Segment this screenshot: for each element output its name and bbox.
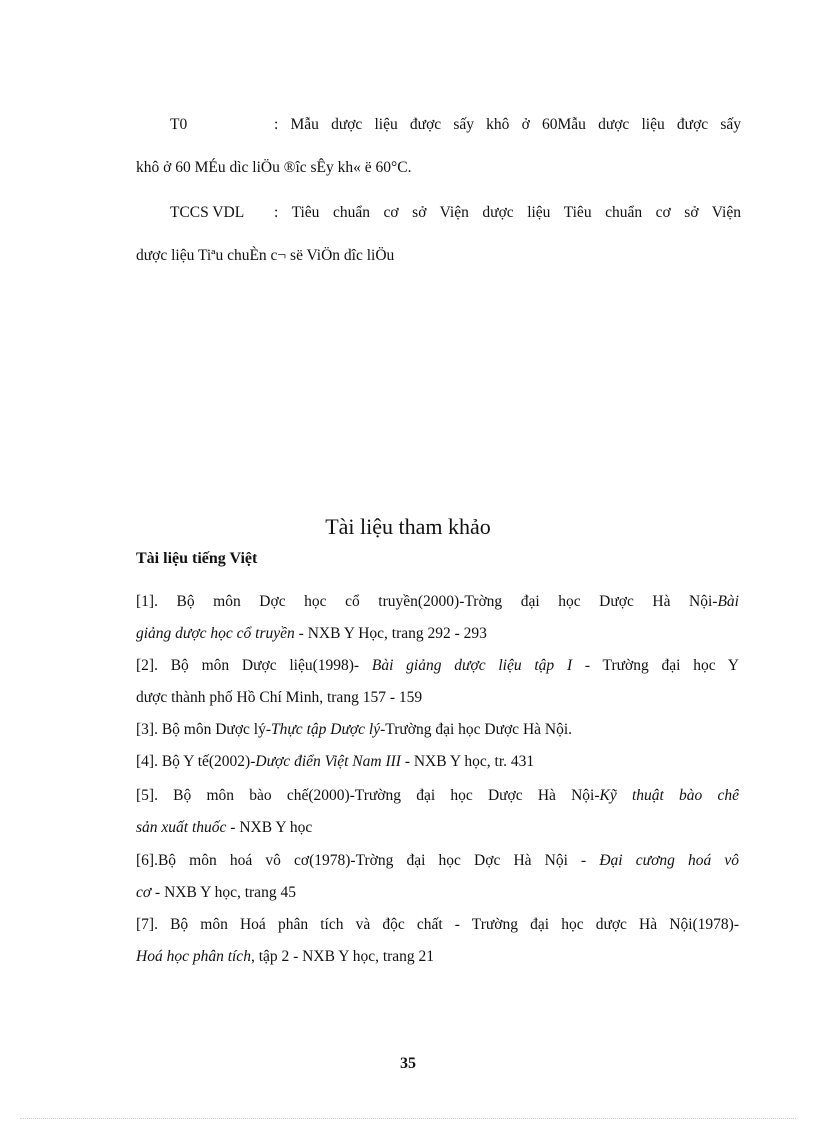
reference-title-text: cơ	[136, 884, 152, 901]
reference-text: [2]. Bộ môn Dược liệu(1998)-	[136, 657, 372, 674]
reference-title-text: sản xuất thuốc	[136, 819, 227, 836]
reference-line	[136, 941, 739, 973]
reference-line	[136, 650, 739, 682]
abbreviation-definition-line1: : Mẫu dược liệu được sấy khô ở 60Mẫu dược liệu được sấy	[274, 116, 741, 133]
reference-text: - NXB Y Học, trang 292 - 293	[294, 625, 487, 642]
reference-item	[136, 845, 739, 909]
reference-text: [3]. Bộ môn Dược lý-	[136, 721, 271, 738]
reference-title-text: giảng dược học cổ truyền	[136, 625, 295, 642]
reference-text: - NXB Y học, trang 45	[151, 884, 296, 901]
reference-text: , tập 2 - NXB Y học, trang 21	[250, 948, 435, 965]
reference-line	[136, 586, 739, 618]
reference-text: -Trường đại học Dược Hà Nội.	[380, 721, 573, 738]
section-heading: Tài liệu tiếng Việt	[136, 550, 258, 567]
reference-line	[136, 812, 739, 844]
reference-item	[136, 714, 739, 746]
reference-item	[136, 909, 739, 973]
reference-item	[136, 586, 739, 650]
reference-text: [1]. Bộ môn Dợc học cổ truyền(2000)-Trờng đại học Dược Hà Nội-	[136, 593, 718, 610]
page-number: 35	[400, 1055, 416, 1072]
reference-line	[136, 877, 739, 909]
abbreviation-definition-line2: khô ở 60 MÉu dìc liÖu ®îc sÊy kh« ë 60°C.	[136, 159, 412, 176]
reference-title-text: Hoá học phân tích	[136, 948, 251, 965]
reference-text: - NXB Y học, tr. 431	[400, 753, 535, 770]
abbreviation-term: TCCS VDL	[170, 204, 245, 221]
reference-title-text: Đại cương hoá vô	[599, 852, 739, 869]
reference-title-text: Bài	[717, 593, 739, 610]
reference-title-text: Kỹ thuật bào chế	[599, 787, 739, 804]
page-border	[20, 1118, 796, 1119]
reference-title-text: Bài giảng dược liệu tập I	[371, 657, 573, 674]
reference-title-text: Thực tập Dược lý	[270, 721, 381, 738]
reference-item	[136, 746, 739, 778]
reference-line	[136, 714, 739, 746]
reference-item	[136, 650, 739, 714]
reference-text: [5]. Bộ môn bào chế(2000)-Trường đại học Dược Hà Nội-	[136, 787, 600, 804]
abbreviation-definition-line1: : Tiêu chuẩn cơ sở Viện dược liệu Tiêu chuẩn cơ sở Viện	[274, 204, 741, 221]
reference-line	[136, 618, 739, 650]
reference-text: [4]. Bộ Y tế(2002)-	[136, 753, 256, 770]
reference-line	[136, 909, 739, 941]
reference-line	[136, 780, 739, 812]
abbreviation-definition-line2: dược liệu Tiªu chuÈn c¬ së ViÖn dîc liÖu	[136, 247, 395, 264]
reference-title-text: Dược điển Việt Nam III	[255, 753, 401, 770]
abbreviation-term: T0	[170, 116, 188, 133]
reference-line	[136, 845, 739, 877]
reference-line	[136, 746, 739, 778]
reference-text: dược thành phố Hồ Chí Minh, trang 157 - 159	[136, 689, 423, 706]
reference-item	[136, 780, 739, 844]
reference-text: [7]. Bộ môn Hoá phân tích và độc chất - Trường đại học dược Hà Nội(1978)-	[136, 916, 739, 933]
references-title: Tài liệu tham khảo	[325, 514, 491, 539]
reference-line	[136, 682, 739, 714]
reference-text: - NXB Y học	[226, 819, 313, 836]
reference-text: - Trường đại học Y	[572, 657, 739, 674]
reference-text: [6].Bộ môn hoá vô cơ(1978)-Trờng đại học Dợc Hà Nội -	[136, 852, 600, 869]
